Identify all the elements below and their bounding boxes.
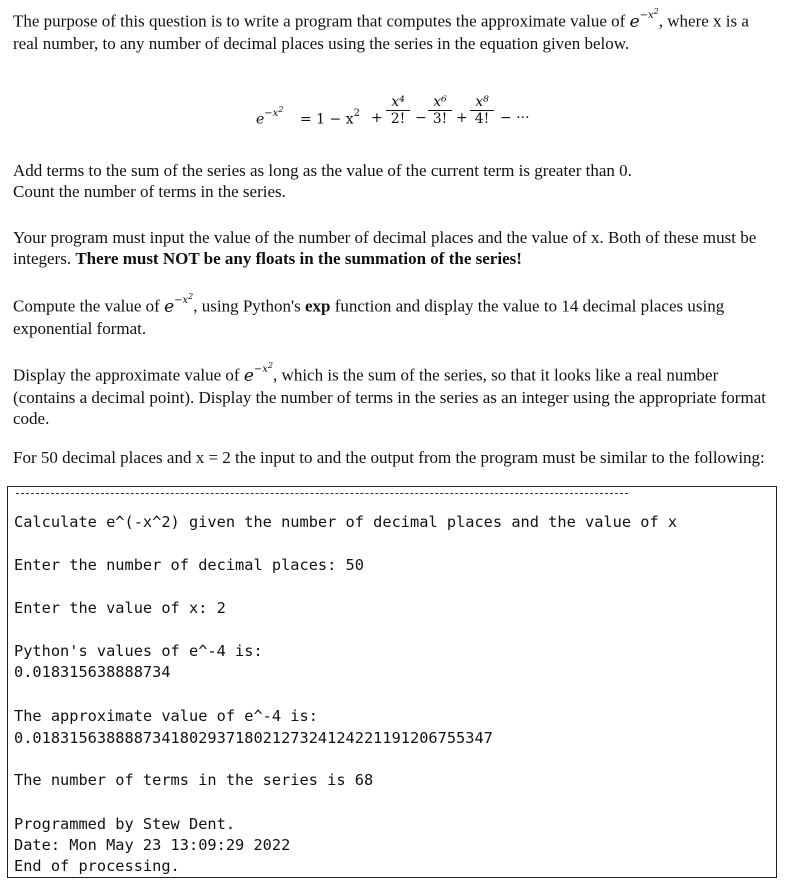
exp-expression-3: $e^{-x^2}$ — [243, 361, 274, 386]
console-line-date: Date: Mon May 23 13:09:29 2022 — [14, 836, 291, 854]
exp-function-name: exp — [304, 296, 331, 316]
minus-sign-1: − — [415, 110, 427, 126]
console-line-term-count: The number of terms in the series is 68 — [14, 771, 374, 789]
plus-sign-1: + — [371, 110, 383, 126]
display-paragraph — [13, 361, 773, 429]
console-line-python-value: 0.018315638888734 — [14, 663, 171, 681]
console-line-title: Calculate e^(-x^2) given the number of decimal places and the value of x — [14, 513, 678, 531]
term-x6: x⁶ 3! — [428, 94, 452, 127]
intro-paragraph — [13, 7, 773, 54]
add-terms-paragraph — [13, 160, 773, 202]
series-formula — [0, 90, 785, 146]
display-text-a: Display the approximate value of — [13, 365, 244, 385]
input-paragraph — [13, 227, 773, 269]
formula-lhs-exp: $e^{-x^2}$ — [256, 105, 284, 128]
formula-lhs: = $1 - x^2$ — [300, 108, 360, 128]
term-x4: x⁴ 2! — [386, 94, 410, 127]
example-paragraph — [13, 447, 773, 468]
compute-text-a: Compute the value of — [13, 296, 165, 316]
compute-text-b: , using Python's — [193, 296, 305, 316]
add-terms-line2: Count the number of terms in the series. — [13, 182, 286, 201]
add-terms-line1: Add terms to the sum of the series as long as the value of the current term is greater than 0. — [13, 161, 632, 180]
console-line-python-label: Python's values of e^-4 is: — [14, 642, 263, 660]
exp-expression-2: $e^{-x^2}$ — [164, 292, 194, 317]
compute-text-c: function and display the value to 14 decimal places using exponential format. — [13, 296, 725, 338]
console-line-author: Programmed by Stew Dent. — [14, 815, 236, 833]
plus-sign-2: + — [456, 110, 468, 126]
compute-paragraph — [13, 292, 773, 339]
console-line-approx-value: 0.01831563888873418029371802127324124221191206755347 — [14, 729, 493, 747]
display-text-b: , which is the sum of the series, so that it looks like a real number (contains a decimal point). Display the number of terms in the series as an integer using the appropriate format code. — [13, 365, 766, 428]
console-line-end: End of processing. — [14, 857, 180, 875]
console-output-box — [7, 486, 777, 878]
no-floats-warning: There must NOT be any floats in the summation of the series! — [75, 249, 522, 268]
series-ellipsis: − ··· — [500, 110, 530, 126]
example-text: For 50 decimal places and x = 2 the input to and the output from the program must be similar to the following: — [13, 448, 765, 467]
exp-expression: $e^{-x^2}$ — [629, 7, 659, 32]
intro-text-b: , where x is a real number, to any number of decimal places using the series in the equation given below. — [13, 11, 749, 53]
console-line-approx-label: The approximate value of e^-4 is: — [14, 707, 318, 725]
console-line-decimals: Enter the number of decimal places: 50 — [14, 556, 364, 574]
intro-text-a: The purpose of this question is to write a program that computes the approximate value of — [13, 11, 630, 31]
term-x8: x⁸ 4! — [470, 94, 494, 127]
console-line-x: Enter the value of x: 2 — [14, 599, 226, 617]
input-text: Your program must input the value of the number of decimal places and the value of x. Both of these must be integers. — [13, 228, 757, 268]
dashed-divider — [16, 493, 628, 494]
